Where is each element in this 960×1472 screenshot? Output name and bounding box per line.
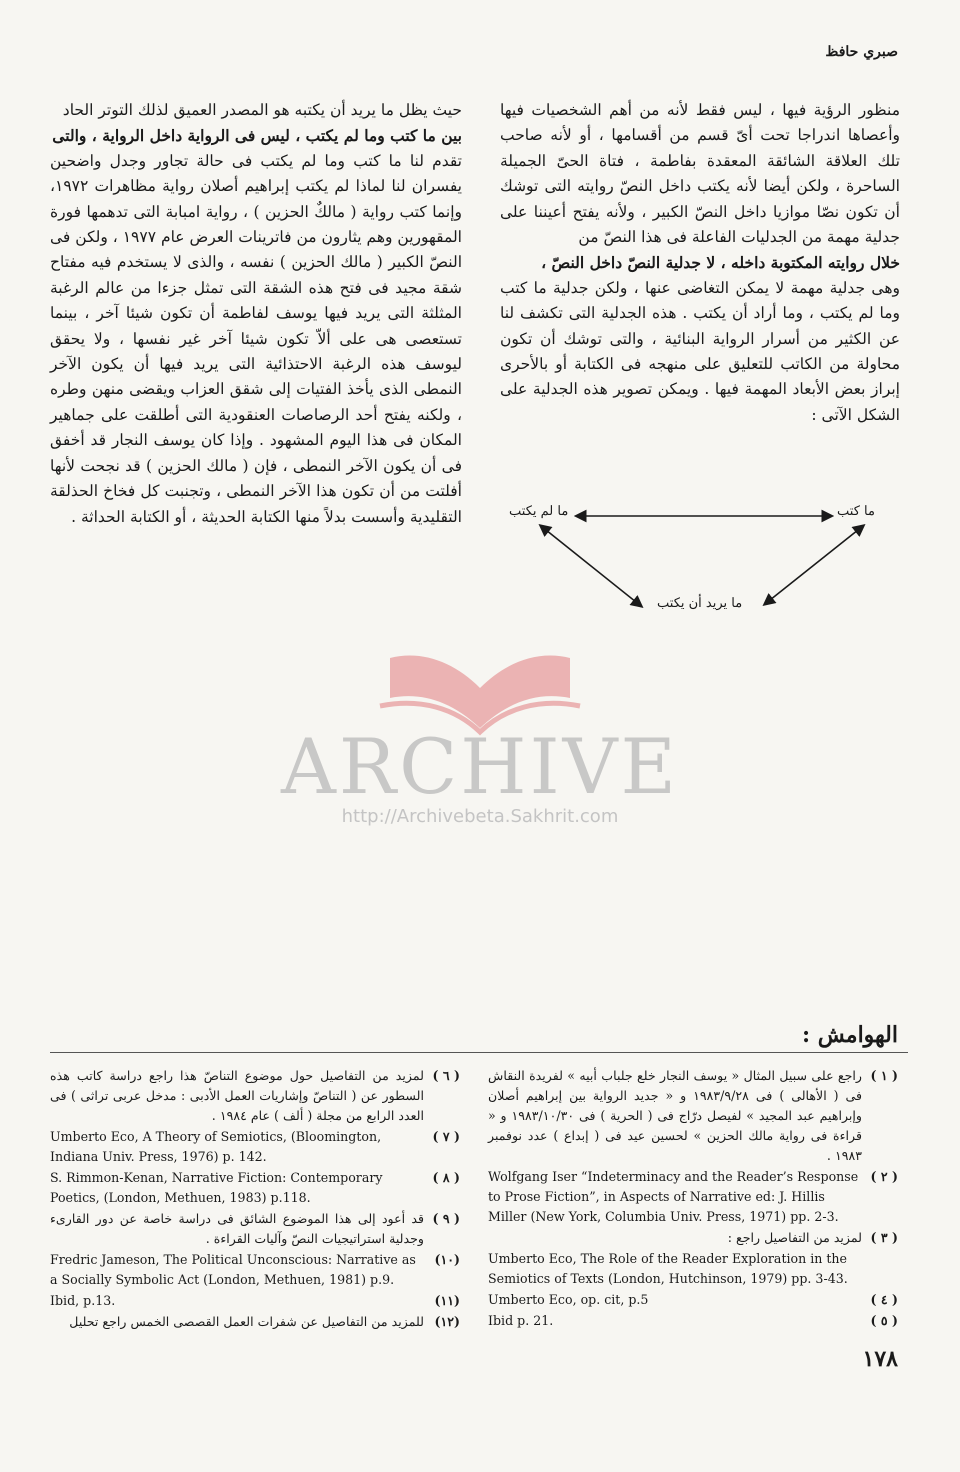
footnote-text: S. Rimmon-Kenan, Narrative Fiction: Contemporary Poetics, (London, Methuen, 1983) p.118. — [50, 1170, 383, 1205]
footnote-text: Umberto Eco, op. cit, p.5 — [488, 1292, 649, 1307]
footnote-text: لمزيد من التفاصيل راجع : — [727, 1230, 862, 1245]
node-what-he-wants-to-write: ما يريد أن يكتب — [657, 596, 743, 611]
running-head: صبري حافظ — [825, 44, 898, 60]
footnote-number: (١٠) — [434, 1252, 460, 1267]
footnote-text: للمزيد من التفاصيل عن شفرات العمل القصصى الخمس راجع تحليل — [69, 1314, 424, 1329]
paragraph: تقدم لنا ما كتب وما لم يكتب فى حالة تجاور وجدل واضحين يفسران لنا لماذا لم يكتب إبراهيم أصلان رواية مظاهرات ١٩٧٢، وإنما كتب رواية ( مالكٌ الحزين ) ، رواية امبابة التى تدهمها فورة المقهورين وهم يثارون من فاترينات العرض عام ١٩٧٧ ، ولكن فى النصّ الكبير ( مالك الحزين ) نفسه ، والذى لا يستخدم فيه مفتاح شقة مجيد فى فتح هذه الشقة التى تمثل جزءا من عالم الرغبة المثلثة التى يريد فيها يوسف لفاطمة أن تكون شيئا آخر ، بينما تستعصى هى على ألاّ تكون شيئا آخر غير نفسها ، ولا يحقق ليوسف هذه الرغبة الاحتذائية التى يريد فيها أن يكون الآخر النمطى الذى يأخذ الفتيات إلى شقق العزاب ويقضى منهن وطره ، ولكنه يفتح أحد الرصاصات العنقودية التى أطلقت على جماهير المكان فى هذا اليوم المشهود . وإذا كان يوسف النجار قد أخفق فى أن يكون الآخر النمطى ، فإن ( مالك الحزين ) قد نجحت لأنها أفلتت من أن تكون هذا الآخر النمطى ، وتجنبت كل فخاخ الحذلقة التقليدية وأسست بدلاً منها الكتابة الحديثة ، أو الكتابة الحداثة . — [50, 151, 462, 526]
paragraph-bold: خلال روايته المكتوبة داخله ، لا جدلية النصّ داخل النصّ ، — [541, 253, 900, 273]
watermark-url: http://Archivebeta.Sakhrit.com — [341, 806, 619, 827]
paragraph: وهى جدلية مهمة لا يمكن التغاضى عنها ، ولكن جدلية ما كتب وما لم يكتب ، وما أراد أن يكتب . هذه الجدلية التى تكشف لنا عن الكثير من أسرار الرواية البنائية ، والتى توشك أن تكون محاولة من الكاتب للتعليق على منهجه فى الكتابة أو بالأحرى إبراز بعض الأبعاد المهمة فيها . ويمكن تصوير هذه الجدلية على الشكل الآتى : — [500, 278, 900, 424]
left-text-column — [50, 98, 462, 530]
footnote-text: Umberto Eco, A Theory of Semiotics, (Bloomington, Indiana Univ. Press, 1976) p. 142. — [50, 1129, 382, 1164]
arrow-notwrote-want — [541, 526, 641, 606]
archive-watermark — [270, 640, 690, 840]
footnote-continuation — [488, 1249, 898, 1289]
footnote — [50, 1127, 460, 1167]
footnote-text: قد أعود إلى هذا الموضوع الشائق فى دراسة خاصة عن دور القارىء وجدلية استراتيجيات النصّ وآليات القراءة . — [50, 1211, 424, 1246]
node-what-was-written: ما كتب — [837, 504, 875, 519]
footnote — [50, 1066, 460, 1126]
footnote-number: ( ٤ ) — [870, 1292, 898, 1307]
node-what-was-not-written: ما لم يكتب — [509, 504, 569, 519]
footnote-number: ( ٥ ) — [870, 1313, 898, 1328]
footnote-text: Umberto Eco, The Role of the Reader Exploration in the Semiotics of Texts (London, Hutchinson, 1979) pp. 3-43. — [488, 1251, 848, 1286]
footnote-text: راجع على سبيل المثال « يوسف النجار خلع جلباب أبيه » لفريدة النقاش فى ( الأهالى ) فى ١٩٨٣/٩/٢٨ و « جديد الرواية بين إبراهيم أصلان وإبراهيم عبد المجيد » لفيصل درّاج فى ( الحرية ) فى ١٩٨٣/١٠/٣٠ و « قراءة فى رواية مالك الحزين » لحسين عيد فى ( إبداع ) عدد نوفمبر ١٩٨٣ . — [488, 1068, 862, 1163]
footnote-number: (١١) — [434, 1293, 460, 1308]
arrow-wrote-want — [765, 526, 863, 604]
footnote — [488, 1290, 898, 1310]
page-number: ١٧٨ — [862, 1346, 898, 1372]
footnote — [50, 1168, 460, 1208]
dialectic-triangle-diagram — [495, 492, 915, 632]
footnote-number: ( ٧ ) — [432, 1129, 460, 1144]
paragraph: منظور الرؤية فيها ، ليس فقط لأنه من أهم الشخصيات فيها وأعصاها اندراجا تحت أىّ قسم من أقسامها ، أو لأنه صاحب تلك العلاقة الشائقة المعقدة بفاطمة ، فتاة الحىّ الجميلة الساحرة ، ولكن أيضا لأنه يكتب داخل النصّ روايته التى توشك أن تكون نصّا موازيا داخل النصّ الكبير ، ولأنه يفتح أعيننا على جدلية مهمة من الجدليات الفاعلة فى هذا النصّ من — [500, 101, 900, 247]
footnotes-right-column — [488, 1066, 898, 1332]
footnote — [488, 1311, 898, 1331]
footnote — [50, 1209, 460, 1249]
footnote — [488, 1167, 898, 1227]
right-text-column — [500, 98, 900, 428]
footnote-number: ( ٢ ) — [870, 1169, 898, 1184]
footnote-number: ( ١ ) — [870, 1068, 898, 1083]
watermark-text: ARCHIVE — [281, 722, 679, 811]
footnote-text: Fredric Jameson, The Political Unconscious: Narrative as a Socially Symbolic Act (London, Methuen, 1981) p.9. — [50, 1252, 416, 1287]
footnote-text: Wolfgang Iser “Indeterminacy and the Reader’s Response to Prose Fiction”, in Aspects of Narrative ed: J. Hillis Miller (New York, Columbia Univ. Press, 1971) pp. 2-3. — [488, 1169, 859, 1224]
footnote-number: ( ٩ ) — [432, 1211, 460, 1226]
footnote-number: ( ٣ ) — [870, 1230, 898, 1245]
paragraph-bold: بين ما كتب وما لم يكتب ، ليس فى الرواية داخل الرواية ، والتى — [52, 126, 462, 146]
footnote-text: لمزيد من التفاصيل حول موضوع التناصّ هذا راجع دراسة كاتب هذه السطور عن ( التناصّ وإشاريات العمل الأدبى : مدخل عربى تراثى ) فى العدد الرابع من مجلة ( ألف ) عام ١٩٨٤ . — [50, 1068, 424, 1123]
footnote — [488, 1066, 898, 1166]
footnote — [50, 1312, 460, 1332]
footnote — [50, 1291, 460, 1311]
footnotes-divider — [50, 1052, 908, 1053]
footnotes-left-column — [50, 1066, 460, 1333]
footnote-number: ( ٨ ) — [432, 1170, 460, 1185]
footnote-text: Ibid, p.13. — [50, 1293, 116, 1308]
paragraph: حيث يظل ما يريد أن يكتبه هو المصدر العميق لذلك التوتر الحاد — [62, 101, 462, 119]
footnote — [50, 1250, 460, 1290]
footnote-text: Ibid p. 21. — [488, 1313, 554, 1328]
footnotes-heading: الهوامش : — [801, 1022, 898, 1048]
footnote — [488, 1228, 898, 1248]
footnote-number: ( ٦ ) — [432, 1068, 460, 1083]
footnote-number: (١٢) — [434, 1314, 460, 1329]
